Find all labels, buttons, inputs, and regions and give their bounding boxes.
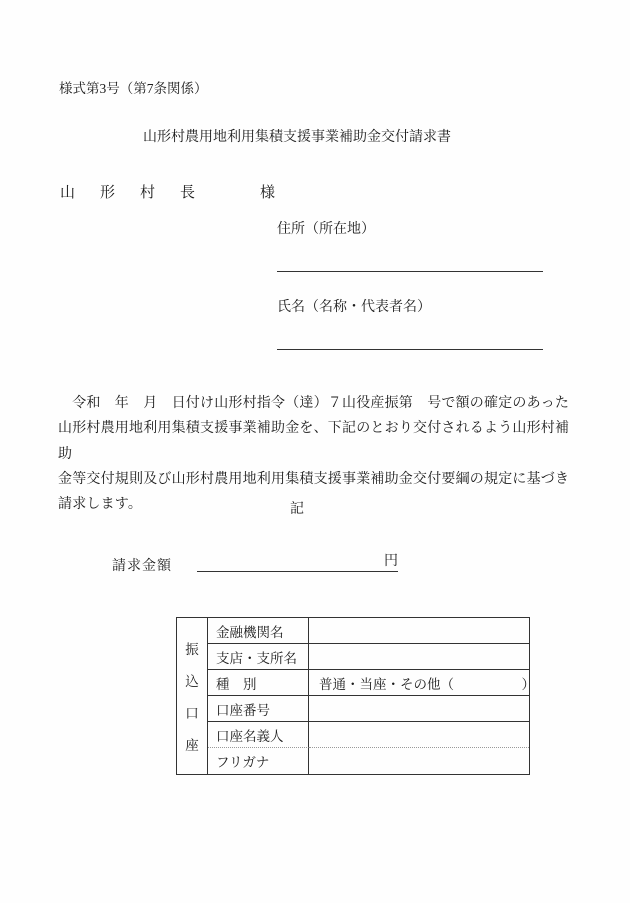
bank-row-value-account-number — [309, 696, 529, 722]
bank-row-value-branch — [309, 644, 529, 670]
bank-table-group-label — [177, 618, 208, 774]
addressee: 山 形 村 長 様 — [60, 185, 281, 201]
group-label-char: 振 — [185, 642, 199, 657]
name-fill-line — [277, 325, 543, 350]
bank-row-value-account-holder — [309, 722, 529, 748]
section-heading-ki: 記 — [290, 502, 304, 517]
group-label-char: 口 — [185, 706, 199, 721]
bank-account-table — [176, 617, 535, 775]
bank-row-label-furigana: フリガナ — [208, 748, 309, 774]
address-label: 住所（所在地） — [277, 222, 375, 237]
paragraph-line: 令和 年 月 日付け山形村指令（達）７山役産振第 号で額の確定のあった — [58, 396, 570, 411]
bank-row-value-account-type: 普通・当座・その他（ ） — [309, 670, 529, 696]
document-title: 山形村農用地利用集積支援事業補助金交付請求書 — [143, 130, 451, 145]
bank-row-label-account-number: 口座番号 — [208, 696, 309, 722]
bank-row-label-financial-institution: 金融機関名 — [208, 618, 309, 644]
paragraph-line: 請求します。 — [58, 497, 143, 513]
paragraph-line: 金等交付規則及び山形村農用地利用集積支援事業補助金交付要綱の規定に基づき — [58, 471, 570, 487]
group-label-char: 座 — [185, 738, 199, 753]
form-number: 様式第3号（第7条関係） — [59, 81, 208, 96]
claim-amount-fill-line — [197, 546, 398, 572]
bank-row-label-account-type: 種 別 — [208, 670, 309, 696]
bank-row-value-furigana — [309, 748, 529, 774]
address-fill-line — [277, 247, 543, 272]
claim-amount-label: 請求金額 — [112, 559, 172, 574]
claim-amount-unit: 円 — [384, 554, 398, 569]
bank-row-value-financial-institution — [309, 618, 529, 644]
bank-row-label-account-holder: 口座名義人 — [208, 722, 309, 748]
paragraph-line: 山形村農用地利用集積支援事業補助金を、下記のとおり交付されるよう山形村補助 — [58, 421, 570, 462]
name-label: 氏名（名称・代表者名） — [277, 300, 431, 315]
bank-row-label-branch: 支店・支所名 — [208, 644, 309, 670]
group-label-char: 込 — [185, 674, 199, 689]
